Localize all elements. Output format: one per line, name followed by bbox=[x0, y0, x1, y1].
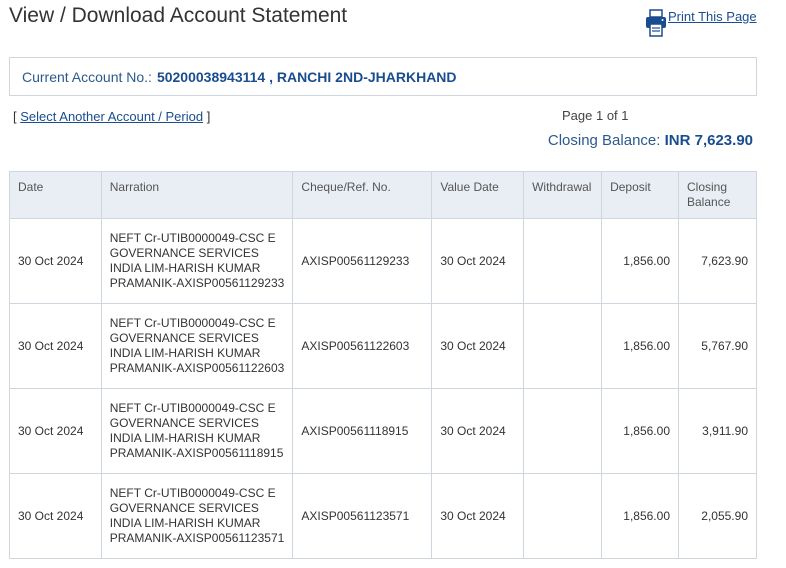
table-row bbox=[10, 304, 757, 389]
closing-balance bbox=[548, 132, 753, 149]
cell-date: 30 Oct 2024 bbox=[10, 219, 102, 304]
closing-balance-value: INR 7,623.90 bbox=[664, 132, 753, 149]
select-another-account-link[interactable]: Select Another Account / Period bbox=[20, 109, 204, 124]
statement-table bbox=[9, 171, 757, 559]
cell-withdrawal bbox=[524, 474, 602, 559]
print-page-label[interactable]: Print This Page bbox=[668, 9, 757, 24]
col-header-narration: Narration bbox=[101, 172, 293, 219]
narration-line: GOVERNANCE SERVICES bbox=[109, 331, 259, 345]
cell-date: 30 Oct 2024 bbox=[10, 304, 102, 389]
table-row bbox=[10, 219, 757, 304]
narration-line: PRAMANIK-AXISP00561123571 bbox=[109, 531, 285, 545]
cell-withdrawal bbox=[524, 304, 602, 389]
page-indicator: Page 1 of 1 bbox=[562, 108, 629, 123]
cell-balance: 2,055.90 bbox=[679, 474, 757, 559]
closing-balance-label: Closing Balance: bbox=[547, 132, 661, 149]
cell-withdrawal bbox=[524, 219, 602, 304]
narration-line: NEFT Cr-UTIB0000049-CSC E bbox=[109, 401, 276, 415]
col-header-deposit: Deposit bbox=[602, 172, 679, 219]
account-label: Current Account No.: bbox=[22, 68, 152, 85]
select-account-nav bbox=[13, 109, 210, 124]
col-header-value-date: Value Date bbox=[432, 172, 524, 219]
col-header-date: Date bbox=[10, 172, 102, 219]
narration-line: INDIA LIM-HARISH KUMAR bbox=[109, 516, 261, 530]
col-header-withdrawal: Withdrawal bbox=[524, 172, 602, 219]
cell-narration bbox=[101, 304, 293, 389]
table-header-row bbox=[10, 172, 757, 219]
narration-line: INDIA LIM-HARISH KUMAR bbox=[109, 431, 261, 445]
narration-line: INDIA LIM-HARISH KUMAR bbox=[109, 261, 261, 275]
print-page-link[interactable] bbox=[645, 9, 757, 37]
account-number: 50200038943114 , RANCHI 2ND-JHARKHAND bbox=[156, 68, 457, 85]
cell-narration bbox=[101, 219, 293, 304]
narration-line: GOVERNANCE SERVICES bbox=[109, 501, 259, 515]
cell-narration bbox=[101, 389, 293, 474]
cell-balance: 3,911.90 bbox=[679, 389, 757, 474]
page-title: View / Download Account Statement bbox=[9, 4, 348, 27]
cell-ref: AXISP00561122603 bbox=[293, 304, 432, 389]
bracket-open: [ bbox=[13, 109, 17, 124]
col-header-ref: Cheque/Ref. No. bbox=[293, 172, 432, 219]
cell-deposit: 1,856.00 bbox=[602, 304, 679, 389]
narration-line: GOVERNANCE SERVICES bbox=[109, 246, 259, 260]
narration-line: PRAMANIK-AXISP00561129233 bbox=[109, 276, 285, 290]
table-row bbox=[10, 389, 757, 474]
narration-line: INDIA LIM-HARISH KUMAR bbox=[109, 346, 261, 360]
cell-deposit: 1,856.00 bbox=[602, 474, 679, 559]
narration-line: GOVERNANCE SERVICES bbox=[109, 416, 259, 430]
cell-narration bbox=[101, 474, 293, 559]
table-row bbox=[10, 474, 757, 559]
bracket-close: ] bbox=[206, 109, 211, 124]
cell-value-date: 30 Oct 2024 bbox=[432, 474, 524, 559]
cell-value-date: 30 Oct 2024 bbox=[432, 389, 524, 474]
cell-ref: AXISP00561129233 bbox=[293, 219, 432, 304]
col-header-closing-balance: Closing Balance bbox=[679, 172, 757, 219]
cell-deposit: 1,856.00 bbox=[602, 389, 679, 474]
cell-value-date: 30 Oct 2024 bbox=[432, 304, 524, 389]
cell-ref: AXISP00561118915 bbox=[293, 389, 432, 474]
cell-deposit: 1,856.00 bbox=[602, 219, 679, 304]
cell-date: 30 Oct 2024 bbox=[10, 389, 102, 474]
narration-line: PRAMANIK-AXISP00561118915 bbox=[109, 446, 284, 460]
narration-line: NEFT Cr-UTIB0000049-CSC E bbox=[109, 486, 276, 500]
printer-icon bbox=[645, 9, 667, 37]
current-account-box bbox=[9, 57, 757, 96]
cell-value-date: 30 Oct 2024 bbox=[432, 219, 524, 304]
cell-ref: AXISP00561123571 bbox=[293, 474, 432, 559]
cell-balance: 5,767.90 bbox=[679, 304, 757, 389]
narration-line: NEFT Cr-UTIB0000049-CSC E bbox=[109, 316, 276, 330]
cell-withdrawal bbox=[524, 389, 602, 474]
narration-line: NEFT Cr-UTIB0000049-CSC E bbox=[109, 231, 276, 245]
cell-balance: 7,623.90 bbox=[679, 219, 757, 304]
cell-date: 30 Oct 2024 bbox=[10, 474, 102, 559]
narration-line: PRAMANIK-AXISP00561122603 bbox=[109, 361, 285, 375]
